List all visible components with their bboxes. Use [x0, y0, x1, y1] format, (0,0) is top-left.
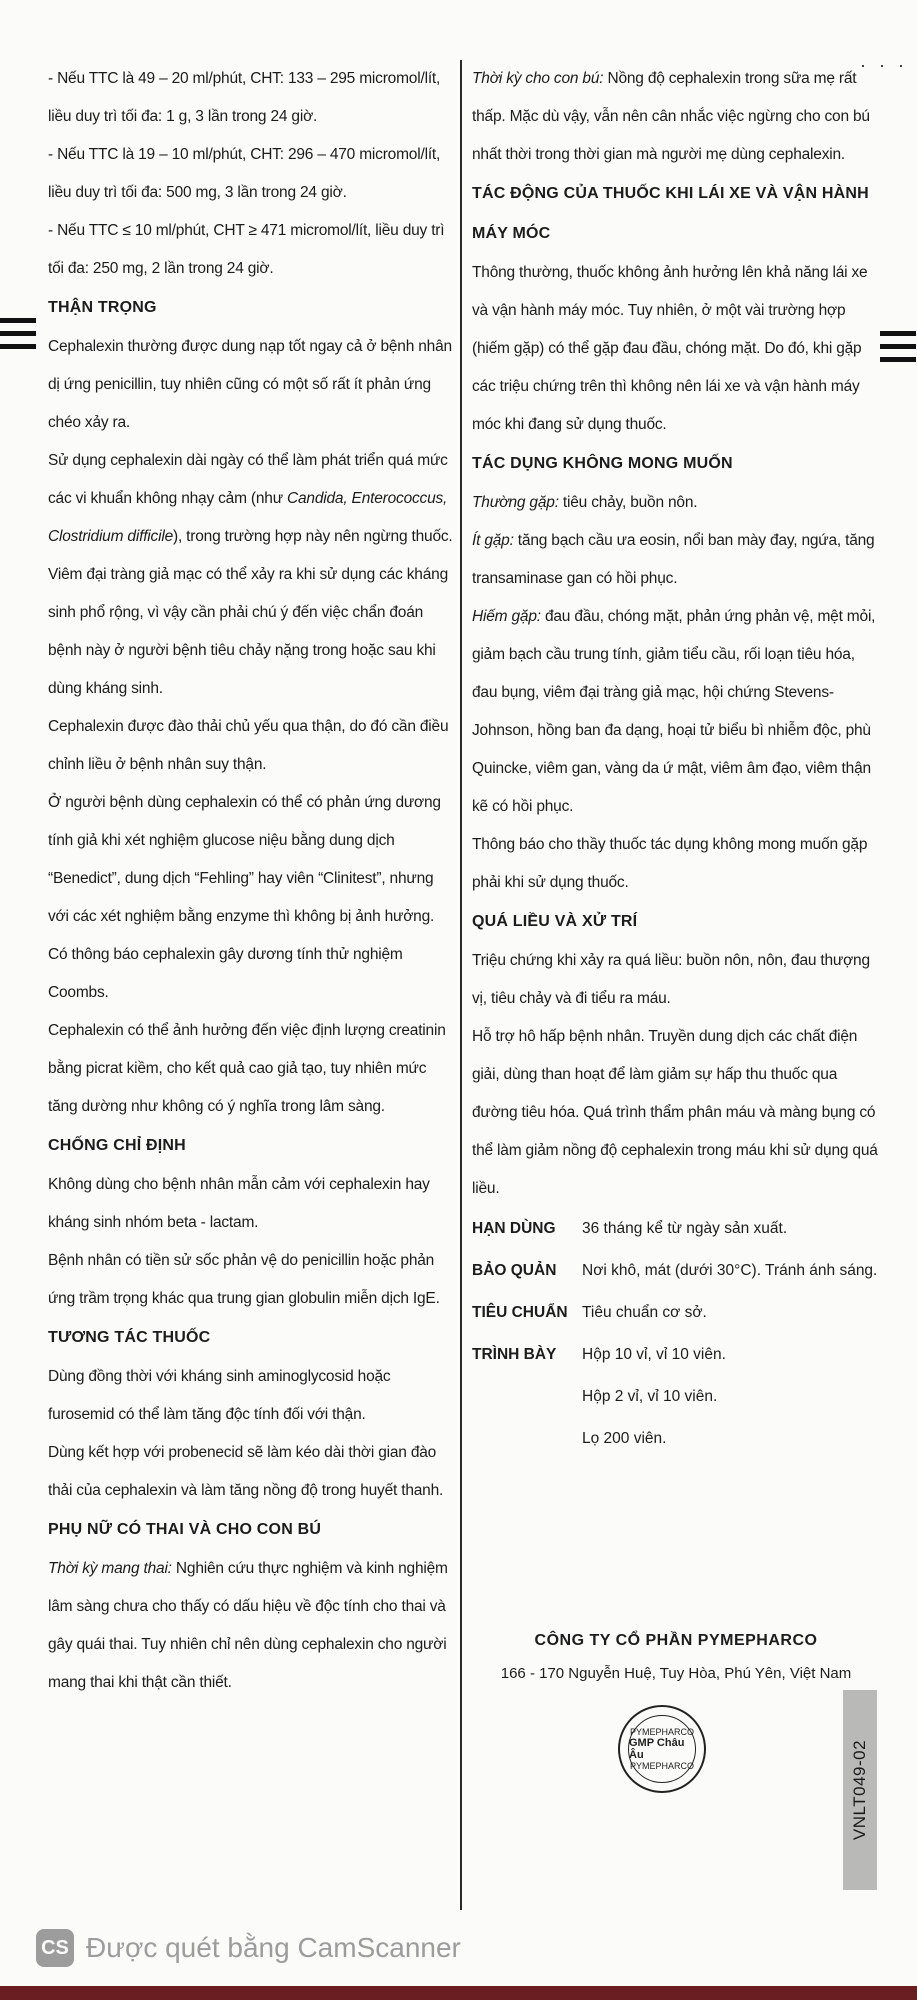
- packaging-row: [472, 1334, 880, 1376]
- shelf-life-row: [472, 1208, 880, 1250]
- spacer: [472, 1460, 880, 1600]
- adverse-report: Thông báo cho thầy thuốc tác dụng không mong muốn gặp phải khi sử dụng thuốc.: [472, 836, 868, 891]
- storage-row: [472, 1250, 880, 1292]
- fold-marker-left: [0, 344, 36, 349]
- interactions-heading: TƯƠNG TÁC THUỐC: [48, 1329, 211, 1346]
- packaging-label: TRÌNH BÀY: [472, 1346, 557, 1363]
- precautions-paragraph: Cephalexin thường được dung nạp tốt ngay cả ở bệnh nhân dị ứng penicillin, tuy nhiên cũng có một số rất ít phản ứng chéo xảy ra.: [48, 338, 452, 431]
- stamp-inner-ring: [628, 1715, 696, 1783]
- driving-heading: TÁC ĐỘNG CỦA THUỐC KHI LÁI XE VÀ VẬN HÀNH MÁY MÓC: [472, 185, 869, 242]
- column-divider: [460, 60, 462, 1910]
- scanner-watermark: [36, 1928, 461, 1968]
- text-run: Sử dụng cephalexin dài ngày có thể làm phát triển quá mức các vi khuẩn không nhạy cảm (như: [48, 452, 448, 507]
- fold-marker-right: [880, 357, 916, 362]
- interaction-paragraph: Dùng đồng thời với kháng sinh aminoglycosid hoặc furosemid có thể làm tăng độc tính đối với thận.: [48, 1368, 391, 1423]
- watermark-label: Được quét bằng CamScanner: [86, 1932, 461, 1963]
- contraindications-heading: CHỐNG CHỈ ĐỊNH: [48, 1137, 186, 1154]
- precautions-paragraph: Ở người bệnh dùng cephalexin có thể có phản ứng dương tính giả khi xét nghiệm glucose niệu bằng dung dịch “Benedict”, dung dịch “Fehling” hay viên “Clinitest”, nhưng với các xét nghiệm bằng enzyme thì không bị ảnh hưởng.: [48, 794, 441, 925]
- pregnancy-paragraph: [48, 1550, 456, 1702]
- fold-marker-left: [0, 331, 36, 336]
- pregnancy-label: Thời kỳ mang thai:: [48, 1560, 172, 1577]
- standard-value: Tiêu chuẩn cơ sở.: [582, 1304, 707, 1321]
- storage-value: Nơi khô, mát (dưới 30°C). Tránh ánh sáng.: [582, 1262, 878, 1279]
- precautions-paragraph: [48, 442, 456, 556]
- text-run: ), trong trường hợp này nên ngừng thuốc.: [173, 528, 453, 545]
- dosage-item: - Nếu TTC là 19 – 10 ml/phút, CHT: 296 – 470 micromol/lít, liều duy trì tối đa: 500 mg, 3 lần trong 24 giờ.: [48, 146, 441, 201]
- company-address: 166 - 170 Nguyễn Huệ, Tuy Hòa, Phú Yên, Việt Nam: [500, 1665, 852, 1682]
- standard-row: [472, 1292, 880, 1334]
- stamp-top-text: PYMEPHARCO: [629, 1727, 694, 1737]
- company-name: CÔNG TY CỔ PHẦN PYMEPHARCO: [534, 1632, 818, 1649]
- interaction-paragraph: Dùng kết hợp với probenecid sẽ làm kéo dài thời gian đào thải của cephalexin và làm tăng nồng độ trong huyết thanh.: [48, 1444, 444, 1499]
- stamp-center-text: GMP Châu Âu: [629, 1737, 685, 1761]
- overdose-heading: QUÁ LIỀU VÀ XỬ TRÍ: [472, 913, 638, 930]
- driving-paragraph: Thông thường, thuốc không ảnh hưởng lên khả năng lái xe và vận hành máy móc. Tuy nhiên, ở một vài trường hợp (hiếm gặp) có thể gặp đau đầu, chóng mặt. Do đó, khi gặp các triệu chứng trên thì không nên lái xe và vận hành máy móc khi đang sử dụng thuốc.: [472, 264, 868, 433]
- adverse-common: [472, 484, 880, 522]
- fold-marker-left: [0, 318, 36, 323]
- frequency-label: Thường gặp:: [472, 494, 559, 511]
- storage-label: BẢO QUẢN: [472, 1262, 557, 1279]
- text-run: Nồng độ cephalexin trong sữa mẹ rất thấp. Mặc dù vậy, vẫn nên cân nhắc việc ngừng cho con bú nhất thời trong thời gian mà người mẹ dùng cephalexin.: [472, 70, 870, 163]
- overdose-paragraph: Triệu chứng khi xảy ra quá liều: buồn nôn, nôn, đau thượng vị, tiêu chảy và đi tiểu ra máu.: [472, 952, 870, 1007]
- document-code-strip: [843, 1690, 877, 1890]
- left-column: [48, 60, 456, 1702]
- contraindication-paragraph: Bệnh nhân có tiền sử sốc phản vệ do penicillin hoặc phản ứng trầm trọng khác qua trung gian globulin miễn dịch IgE.: [48, 1252, 440, 1307]
- dosage-item: - Nếu TTC là 49 – 20 ml/phút, CHT: 133 – 295 micromol/lít, liều duy trì tối đa: 1 g, 3 lần trong 24 giờ.: [48, 70, 441, 125]
- dosage-item: - Nếu TTC ≤ 10 ml/phút, CHT ≥ 471 micromol/lít, liều duy trì tối đa: 250 mg, 2 lần trong 24 giờ.: [48, 222, 445, 277]
- overdose-paragraph: Hỗ trợ hô hấp bệnh nhân. Truyền dung dịch các chất điện giải, dùng than hoạt để làm giảm sự hấp thu thuốc qua đường tiêu hóa. Quá trình thẩm phân máu và màng bụng có thể làm giảm nồng độ cephalexin trong máu khi sử dụng quá liều.: [472, 1028, 878, 1197]
- scan-specks: · · ·: [860, 55, 908, 75]
- text-run: đau đầu, chóng mặt, phản ứng phản vệ, mệt mỏi, giảm bạch cầu trung tính, giảm tiểu cầu, rối loạn tiêu hóa, đau bụng, viêm đại tràng giả mạc, hội chứng Stevens-Johnson, hồng ban đa dạng, hoại tử biểu bì nhiễm độc, phù Quincke, viêm gan, vàng da ứ mật, viêm âm đạo, viêm thận kẽ có hồi phục.: [472, 608, 876, 815]
- precautions-paragraph: Viêm đại tràng giả mạc có thể xảy ra khi sử dụng các kháng sinh phổ rộng, vì vậy cần phải chú ý đến việc chẩn đoán bệnh này ở người bệnh tiêu chảy nặng trong hoặc sau khi dùng kháng sinh.: [48, 566, 448, 697]
- precautions-paragraph: Cephalexin được đào thải chủ yếu qua thận, do đó cần điều chỉnh liều ở bệnh nhân suy thận.: [48, 718, 449, 773]
- breastfeeding-paragraph: [472, 60, 880, 174]
- fold-marker-right: [880, 331, 916, 336]
- stamp-bottom-text: PYMEPHARCO: [629, 1761, 694, 1771]
- shelf-life-value: 36 tháng kể từ ngày sản xuất.: [582, 1220, 788, 1237]
- adverse-uncommon: [472, 522, 880, 598]
- right-column: [472, 60, 880, 1692]
- text-run: tiêu chảy, buồn nôn.: [558, 494, 698, 511]
- camscanner-icon: CS: [36, 1929, 74, 1967]
- packaging-value: Hộp 10 vỉ, vỉ 10 viên.: [582, 1346, 726, 1363]
- bottom-edge-band: [0, 1986, 917, 2000]
- packaging-value: Hộp 2 vỉ, vỉ 10 viên.: [582, 1388, 718, 1405]
- frequency-label: Ít gặp:: [472, 532, 514, 549]
- frequency-label: Hiếm gặp:: [472, 608, 541, 625]
- precautions-heading: THẬN TRỌNG: [48, 299, 157, 316]
- gmp-stamp: [618, 1705, 706, 1793]
- packaging-value: Lọ 200 viên.: [582, 1430, 667, 1447]
- italic-organisms: Candida, Enterococcus, Clostridium difficile: [48, 490, 448, 545]
- fold-marker-right: [880, 344, 916, 349]
- precautions-paragraph: Cephalexin có thể ảnh hưởng đến việc định lượng creatinin bằng picrat kiềm, cho kết quả cao giả tạo, tuy nhiên mức tăng dường như không có ý nghĩa trong lâm sàng.: [48, 1022, 446, 1115]
- breastfeeding-label: Thời kỳ cho con bú:: [472, 70, 604, 87]
- precautions-paragraph: Có thông báo cephalexin gây dương tính thử nghiệm Coombs.: [48, 946, 403, 1001]
- text-run: tăng bạch cầu ưa eosin, nổi ban mày đay, ngứa, tăng transaminase gan có hồi phục.: [472, 532, 875, 587]
- pregnancy-heading: PHỤ NỮ CÓ THAI VÀ CHO CON BÚ: [48, 1521, 322, 1538]
- adverse-effects-heading: TÁC DỤNG KHÔNG MONG MUỐN: [472, 455, 733, 472]
- adverse-rare: [472, 598, 880, 826]
- contraindication-paragraph: Không dùng cho bệnh nhân mẫn cảm với cephalexin hay kháng sinh nhóm beta - lactam.: [48, 1176, 430, 1231]
- shelf-life-label: HẠN DÙNG: [472, 1220, 556, 1237]
- standard-label: TIÊU CHUẨN: [472, 1304, 568, 1321]
- text-run: Nghiên cứu thực nghiệm và kinh nghiệm lâm sàng chưa cho thấy có dấu hiệu về độc tính cho thai và gây quái thai. Tuy nhiên chỉ nên dùng cephalexin cho người mang thai khi thật cần thiết.: [48, 1560, 448, 1691]
- document-code: VNLT049-02: [850, 1739, 870, 1841]
